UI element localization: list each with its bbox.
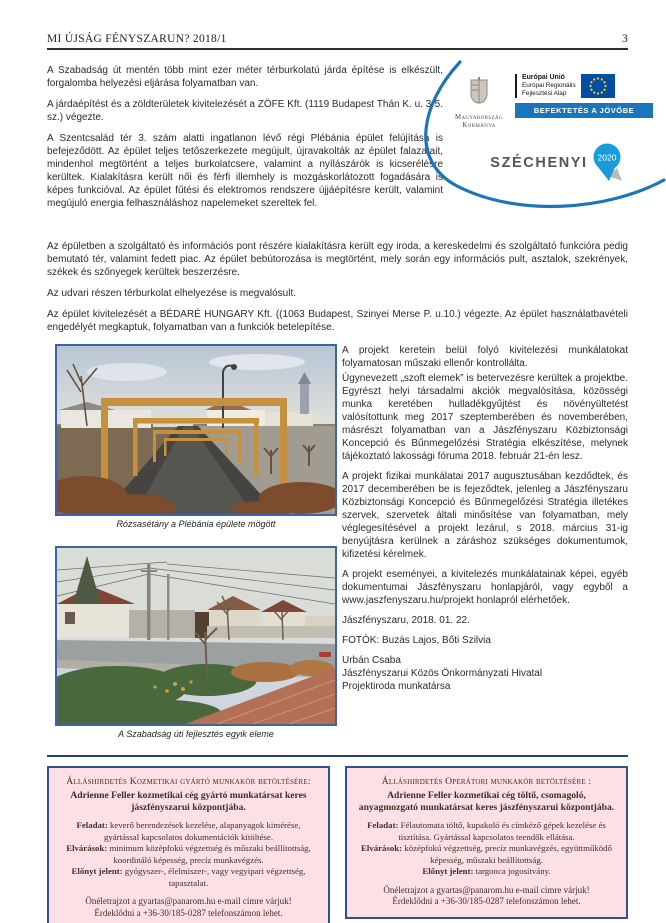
- body-paragraph: Az udvari részen térburkolat elhelyezése is megvalósult.: [47, 288, 297, 299]
- investment-banner: BEFEKTETÉS A JÖVŐBE: [515, 103, 653, 118]
- intro-paragraph: A Szabadság út mentén több mint ezer méter térburkolatú járda építése is elkészült, forgalomba helyezési eljárása folyamatban van.: [47, 65, 443, 89]
- photo-caption: Rózsasétány a Plébánia épülete mögött: [116, 519, 276, 529]
- ad-requirements-line: Elvárások: minimum középfokú végzettség és műszaki beállítottság, koordináló képesség, precíz munkavégzés.: [66, 843, 311, 865]
- signature-role: Projektiroda munkatársa: [342, 681, 451, 692]
- szechenyi-logo-block: [405, 58, 666, 236]
- svg-text:2020: 2020: [597, 152, 617, 163]
- project-paragraph: A projekt eseményei, a kivitelezés munkálatainak képei, egyéb dokumentumai Jászfényszaru honlapjáról, vagy egyből a www.jaszfenyszaru.hu/projekt honlapról elérhetőek.: [342, 569, 628, 606]
- signature-org: Jászfényszarui Közös Önkormányzati Hivatal: [342, 668, 543, 679]
- header-title: MI ÚJSÁG FÉNYSZARUN? 2018/1: [47, 33, 227, 45]
- intro-paragraph: A járdaépítést és a zöldterületek kivitelezését a ZÖFE Kft. (1119 Budapest Thán K. u. 3-5. sz.) végezte.: [47, 99, 443, 123]
- ad-headline: Adrienne Feller kozmetikai cég gyártó munkatársat keres jászfényszarui központjába.: [70, 790, 307, 813]
- body-text-block: [47, 240, 628, 342]
- hungary-coat-of-arms-icon: [468, 77, 490, 107]
- project-paragraph: Úgynevezett „szoft elemek” is betervezésre kerültek a projektbe. Egyrészt helyi társadalmi akciók megvalósítása, közösségi munka keretében hulladékgyűjtést és növényültetést valósítottunk meg 2017 szeptemberében és novemberében, másrészt folyamatban van a Jászfényszaru Közbiztonsági Koncepció és Bűnmegelőzési Stratégia elkészítése, melynek tájékoztató lakossági fóruma 2018. február 21-én lesz.: [342, 373, 628, 462]
- ad-contact: Önéletrajzot a gyartas@panarom.hu e-mail címre várjuk! Érdeklődni a +36-30/185-0287 telefonszámon lehet.: [383, 884, 590, 906]
- project-paragraph: A projekt keretein belül folyó kivitelezési munkálatokat folyamatosan műszaki ellenőr kontrollálta.: [342, 345, 628, 369]
- eu-flag-icon: [581, 74, 615, 98]
- szechenyi-2020-pin-icon: [592, 143, 626, 183]
- ad-task-line: Feladat: Félautomata töltő, kupakoló és címkéző gépek kezelése és tisztítása. Gyártással kapcsolatos teendők ellátása.: [367, 820, 606, 842]
- ad-task-line: Feladat: keverő berendezések kezelése, alapanyagok kimérése, gyártással kapcsolatos dokumentációk kitöltése.: [76, 820, 301, 842]
- dateline: Jászfényszaru, 2018. 01. 22.: [342, 615, 470, 626]
- eu-logo: [515, 74, 653, 130]
- body-paragraph: Az épületben a szolgáltató és információs pont részére kialakításra került egy iroda, a kereskedelmi és szolgáltató funkcióra pedig bemutató tér, valamint fedett piac. Az épület bebútorozása is megtörtént, mely során egy információs pult, asztalok, szekrények, székek és szőnyegek kerültek beszerzésre.: [47, 241, 628, 278]
- ad-advantage-line: Előnyt jelent: gyógyszer-, élelmiszer-, vagy vegyipari végzettség, tapasztalat.: [71, 866, 306, 888]
- eu-fund-label: Európai Unió Európai Regionális Fejlesztési Alap: [522, 74, 576, 97]
- ad-requirements-line: Elvárások: középfokú végzettség, precíz munkavégzés, együttműködő képesség, műszaki beállítottság.: [361, 843, 612, 865]
- rose-walkway-photo: [55, 344, 337, 516]
- section-divider: [47, 755, 628, 757]
- government-logo: [449, 74, 509, 130]
- ad-title: Álláshirdetés Operátori munkakör betöltésére :: [381, 776, 592, 787]
- intro-paragraph: A Szentcsalád tér 3. szám alatti ingatlanon lévő régi Plébánia épület felújítása is befejeződött. Az épület teljes tetőszerkezete megújult, újravakolták az épület falazatait, mindenhol megtörtént a teljes burkolatcsere, valamint a nyílászárók is kicserélésre kerültek. Kialakításra került női és férfi illemhely is mozgáskorlátozott fogadására is képes funkcióval. Az épület fűtési és elektromos rendszere újjáépítésre került, valamint megújuló energia felhasználáshoz napelemeket szereltek fel.: [47, 133, 443, 209]
- ad-contact: Önéletrajzot a gyartas@panarom.hu e-mail címre várjuk! Érdeklődni a +36-30/185-0287 telefonszámon lehet.: [85, 896, 292, 918]
- ad-advantage-line: Előnyt jelent: targonca jogosítvány.: [422, 866, 551, 876]
- body-paragraph: Az épület kivitelezését a BÉDARÉ HUNGARY Kft. ((1063 Budapest, Szinyei Merse P. u.10.) végezte. Az épület használatbavételi engedélyét megkaptuk, folyamatban van a funkciók betelepítése.: [47, 309, 628, 333]
- project-paragraph: A projekt fizikai munkálatai 2017 augusztusában kezdődtek, és 2017 decemberében be is fejeződtek, jelenleg a Jászfényszaru Közbiztonsági Koncepció és Bűnmegelőzési Stratégia illetékes szervek, szervetek általi minősítése van folyamatban, mely véglegesítésével a projekt lezárul, s 2018. március 31-ig benyújtásra kerülnek a záráshoz szükséges dokumentumok, kifizetési kérelmek.: [342, 471, 628, 560]
- intro-text-column: [47, 64, 443, 218]
- photo-credit: FOTÓK: Buzás Lajos, Bőti Szilvia: [342, 635, 491, 646]
- page-header: [47, 33, 628, 50]
- ad-headline: Adrienne Feller kozmetikai cég töltő, csomagoló, anyagmozgató munkatársat keres jászfényszarui központjába.: [358, 790, 615, 813]
- job-ad-operator: [345, 766, 628, 919]
- government-name: Magyarország Kormánya: [454, 114, 504, 129]
- photo-caption: A Szabadság úti fejlesztés egyik eleme: [118, 729, 274, 739]
- page-number: 3: [621, 33, 628, 45]
- street-photo: [55, 546, 337, 726]
- photo-column: [55, 344, 337, 739]
- szechenyi-logo: SZÉCHENYI 2020: [463, 143, 653, 183]
- project-text-column: [342, 344, 628, 693]
- signature-name: Urbán Csaba: [342, 655, 401, 666]
- job-ad-cosmetics-production: [47, 766, 330, 923]
- ad-title: Álláshirdetés Kozmetikai gyártó munkakör betöltésére:: [66, 776, 311, 787]
